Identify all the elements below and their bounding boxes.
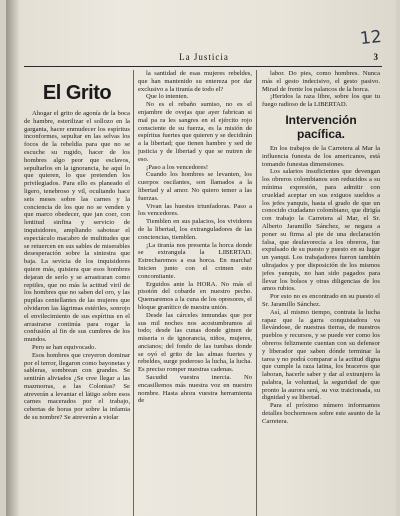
header-rule [24,66,382,67]
article-headline-el-grito: El Grito [42,82,112,104]
article-paragraph: Cuando los hombres se levanten, los cuerpos oscilantes, son llamados a la libertad y al amor. No quiero temer a las fuerzas. [138,171,252,202]
page-fold-shadow [6,0,20,516]
column-3 [262,70,380,516]
page-number: 3 [373,52,378,62]
article-paragraph: Para el próximo número informamos detalles bochornosos sobre este asunto de la Carretera. [262,402,380,425]
article-paragraph: Esos hombres que creyeron dominar por el terror, llegaron como bayonetas y sableras, sombrean con grandes. Se sentirán aliviados ¿Se cree llegar a las mazmorras, a las Colonias? Se atreverán a levantar el látigo sobre esos carnes macerados por el trabajo, cebertas de horas por sobre la infamia de su nombre? Se atreverán a violar [24,351,130,422]
handwritten-page-mark: 12 [359,26,383,50]
article-paragraph: No es el rebaño sumiso, no es el enjambre de ovejas que ayer fabrican si mal pa ra les sangres en el ejército rojo consciente de su fuerza, es la misión de espíritus fuertes que quieren y se decidirán a la libertad; que tienen hambre y sed de justicia y de libertad y que se nutren de eso. [138,101,252,163]
article-paragraph: la santidad de esas mujeres rebeldes, que han mantenido su entereza por dar exclusivo a la tiranía de todo el? [138,70,252,93]
article-paragraph: ¡Paso a los vencedores! [146,163,209,171]
column-divider [256,70,257,516]
column-2 [138,70,252,516]
column-divider [133,70,134,516]
page-header [24,52,384,66]
article-paragraph: Erguidos ante la HORA. No más el pisotón del cobarde en nuestro pecho. Quemaremos a la cuna de los opresores, el bloque granítico de nuestra unión. [138,280,252,311]
article-paragraph: ¡Heridos la raza libre, sobre los que tu fuego radioso de la LIBERTAD. [262,93,380,109]
column-1 [24,70,130,516]
article-paragraph: En los trabajos de la Carretera al Mar la influencia funesta de los americanos, está tomando funestas dimensiones. [262,144,380,168]
article-paragraph: Vivan las huestes triunfadoras. Paso a los vencedores. [138,202,252,218]
article-paragraph: Que lo intenten. [146,93,189,101]
article-paragraph: Pero se han equivocado. [32,343,97,351]
newspaper-page [6,0,396,516]
article-paragraph: Desde las cárceles inmundas que por sus mil noches nos acostumbramos al todo; desde las cunas donde gimen de miseria o de ignorancia, niños, mujeres, ancianos; del fondo de las tumbas donde se oyó el grito de las almas fuertes y rebeldes, surge poderoso la lucha, la lucha. Es preciso romper nuestras cadenas. [138,311,252,374]
article-paragraph: Tiemblen en sus palacios, los vividores de la libertad, los extranguladores de las conciencias, tiemblen. [138,218,252,241]
article-paragraph: Por esto no es encontrado en su puesto el Sr. Jaramillo Sánchez. [262,293,380,308]
article-paragraph: ¡La tiranía nos presenta la horca donde se extrangula la LIBERTAD. Estrecharemos a esa horca. En marcha! Inicien junto con el crimen esto concomitante. [138,241,252,280]
article-paragraph: Sacudid vuestra inercia. No encasillemos más nuestra voz en nuestro nombre. Hasta ahora vuestra herramienta de [138,374,252,405]
article-paragraph: Ahogar el grito de agonía de la boca de hambre, esterilizar el sollozo en la garganta, hacer enmudecer los espíritus inconformes, sepultar en las selvas los focos de la rebeldía para que no se escuche su rugido, hacer de los hombres algo peor que esclavos, sepultarlos en la ignorancia, he aquí lo que quieren, lo que pretenden los privilegiados. Para ello es planeado el ligero, tenebroso y vil, ocultando hace seis meses sobre las carnes y la conciencia de los que no se venden y que marco obedecer, que jan coer, con lentitud sinfina y servicio de inquisidores, ampliando sabotear el espectáculo macabro de multitudes que se retuercen en sus sables de miserables desesperación sobre la siniestra que baja. La sevicia de los inquisidores quiere más, quisiera que esos hombres dejaran de serlo y se arrastraran como reptiles, que no más la actitud viril de los hombres que no saben del oro, y las pupilas centellantes de las mujeres que olvidaron las lágrimas estériles, sonrojo el envilecimiento de sus espíritus en el arrastrarse continúa para rogar la confusión al fin de sus cumbres de los mundos. [24,110,130,344]
article-paragraph: labor. Do pies, como hombres. Nunca más el gesto indecisivo, el gesto pasivo. Mirad de frente los palancos de la horca. [262,70,380,93]
article-headline-intervencion-pacifica: Intervención pacífica. [285,112,357,141]
article-paragraph: Así, al mismo tiempo, contrata la lucha rapaz que la garra conquistadora va llevándose, de nuestras tierras, de nuestros pueblos y recursos, y se puede ver como los obreros felizmente cuentan con su defensor y liberador que saben dónde terminar la tarea y no podrá comparar a la actitud digna que cumple la raza latina, los braceros que laboran, hacerle saber y dar al extranjero la palabra, la voluntad, la seguridad de que pronto la aurora será, su voz traicionada, su dignidad y su libertad. [262,308,380,402]
article-paragraph: Los salarios insuficientes que devengan los obreros colombianos son reducidos a su mínima expresión, para admitir con crueldad aceptar en sus exiguos sueldos a los jefes yanquis, hasta el grado de que un conocido ciudadano colombiano, que dirigía con trabajo la Carretera al Mar, el Sr. Alberto Jaramillo Sánchez, se negara a poner su firma al pie de una declaración falsa, que desfavorecía a los obreros, fue expulsado de su puesto y puesto en su lugar un yanqui. Los trabajadores fueron también ultrajados y por disposición de los mismos jefes yanquis, no han sido pagados para llevar los bolsos y otras diligencias de los amos rubios. [262,168,380,293]
newspaper-title: La Justicia [179,52,229,62]
